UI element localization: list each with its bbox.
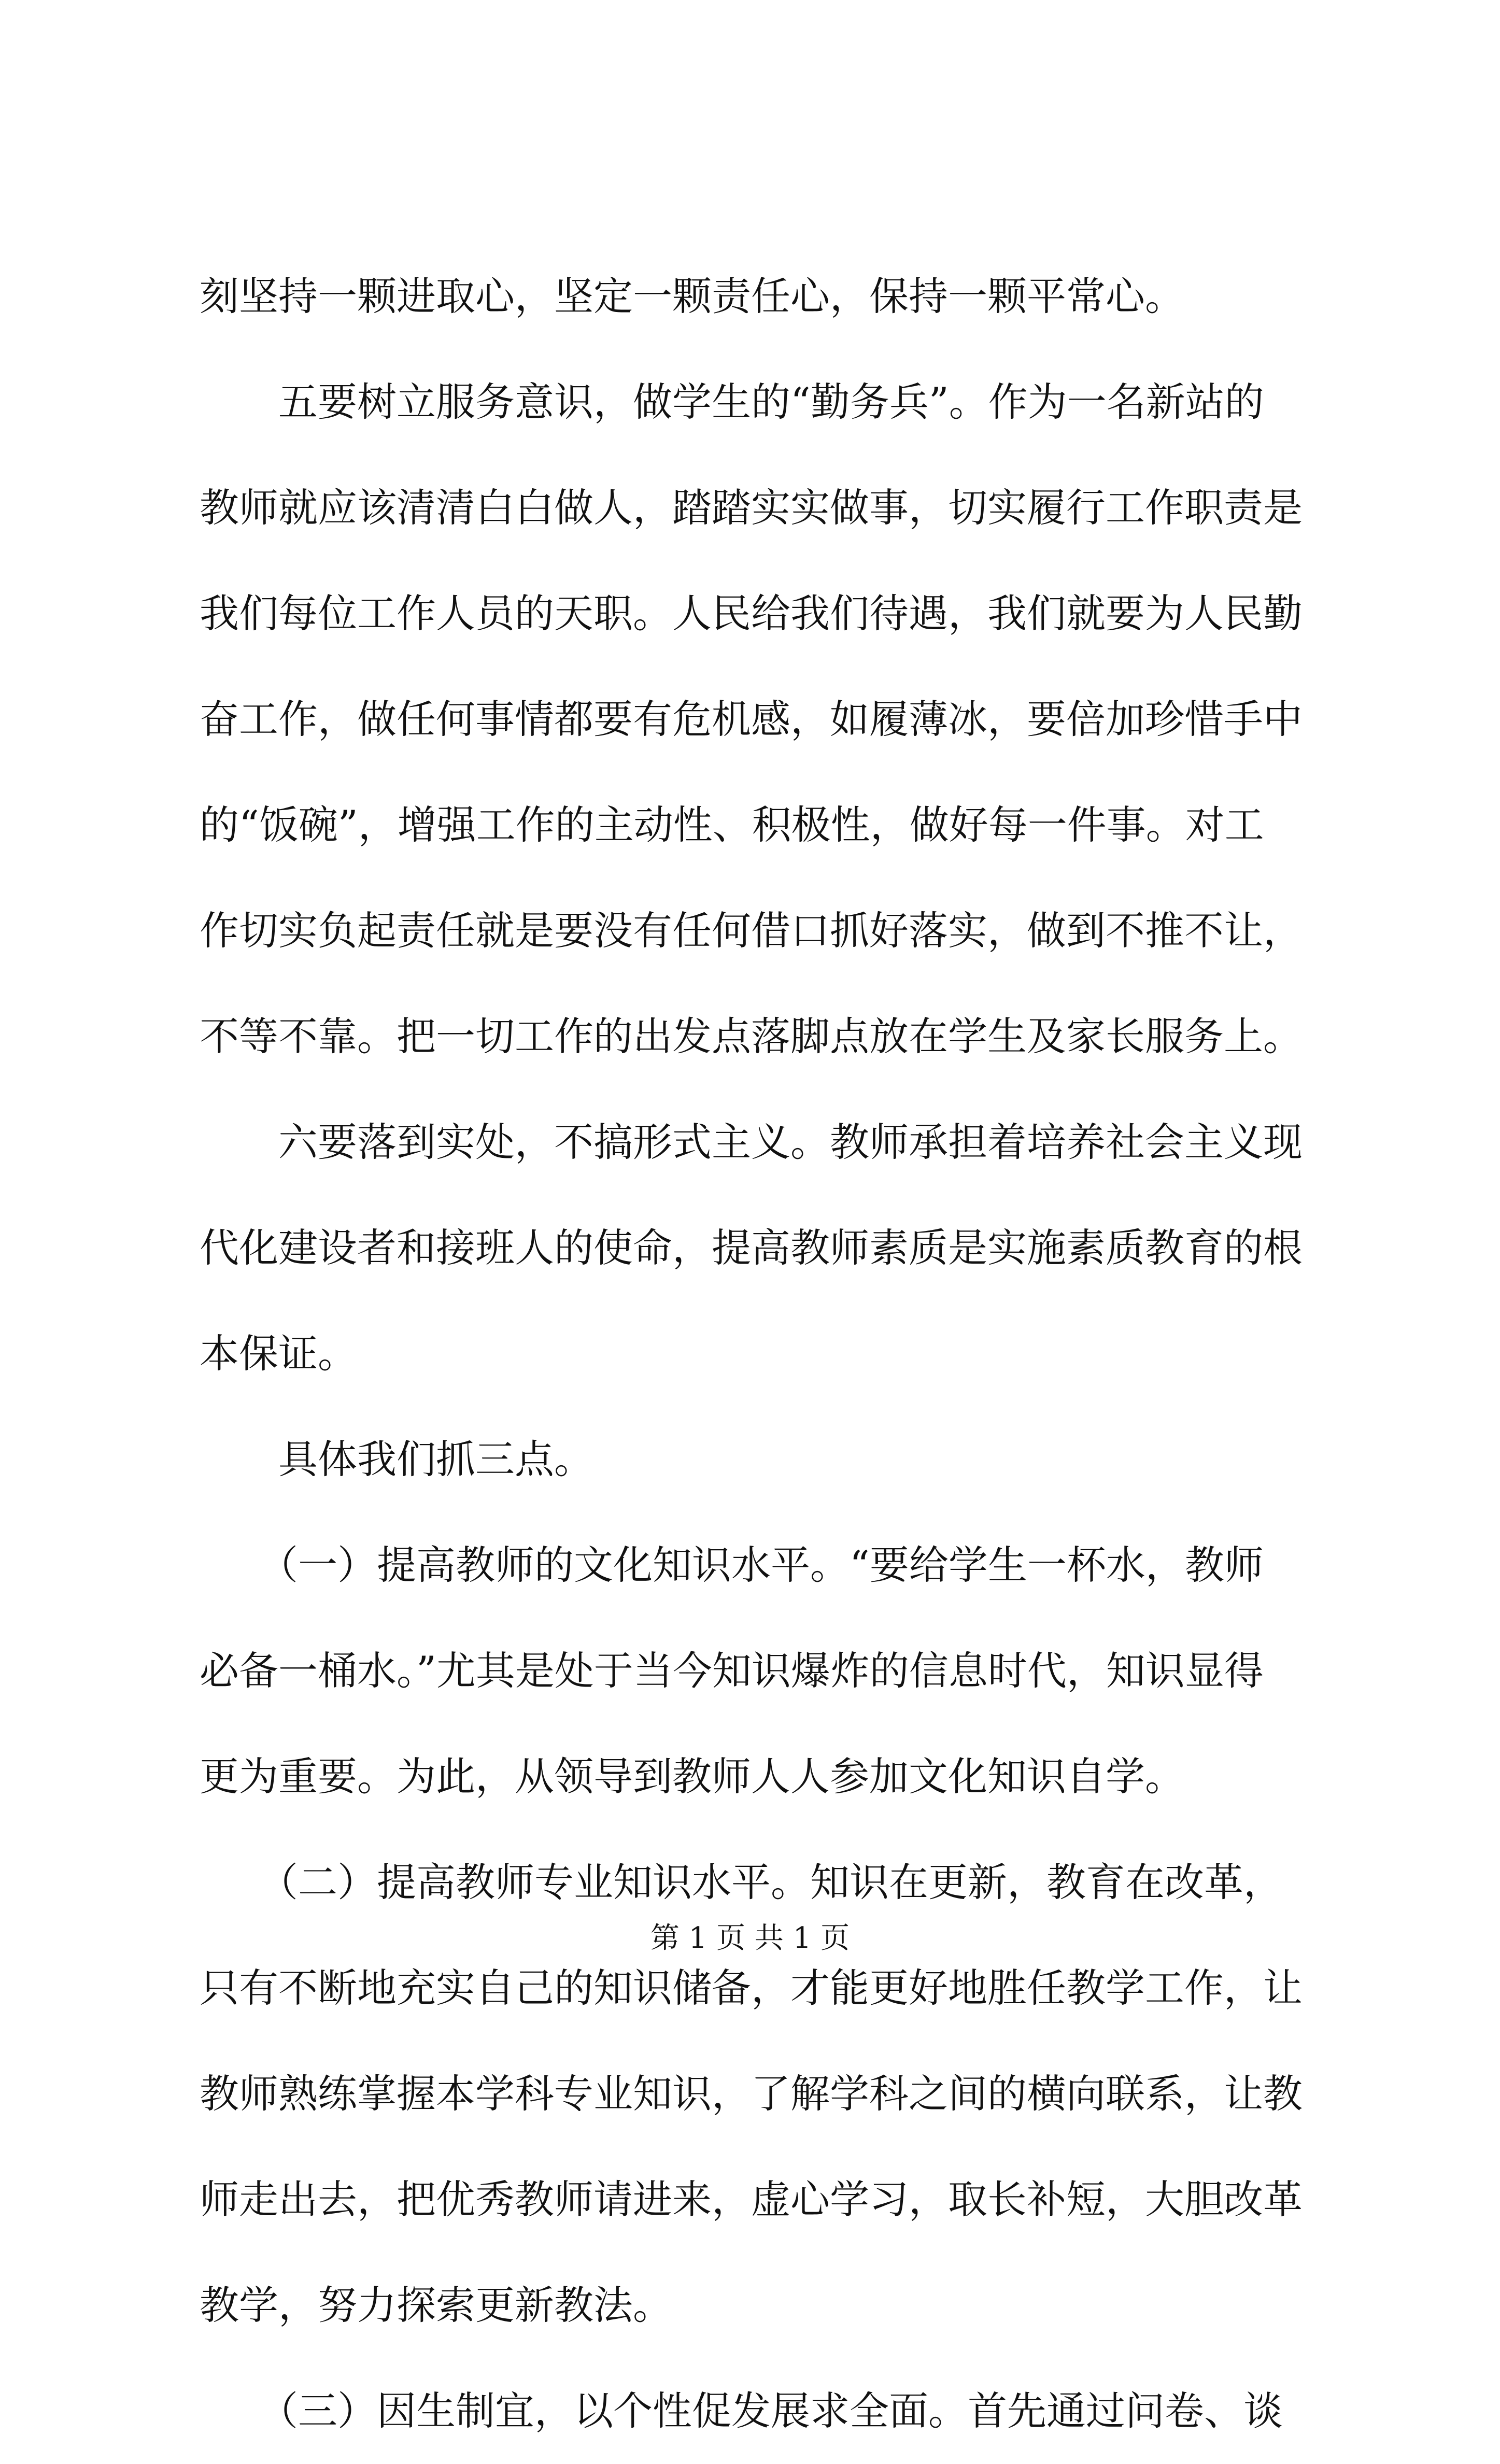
text-line-15: 更为重要。为此，从领导到教师人人参加文化知识自学。: [200, 1753, 1184, 1800]
page-number-label: 第 1 页 共 1 页: [650, 1921, 850, 1955]
text-line-19: 师走出去，把优秀教师请进来，虚心学习，取长补短，大胆改革: [200, 2176, 1303, 2222]
document-body: [200, 244, 1314, 2464]
text-line-5: 奋工作，做任何事情都要有危机感，如履薄冰，要倍加珍惜手中: [200, 696, 1303, 742]
text-line-10: 代化建设者和接班人的使命，提高教师素质是实施素质教育的根: [200, 1225, 1303, 1271]
text-line-16: （二）提高教师专业知识水平。知识在更新，教育在改革，: [200, 1859, 1283, 1905]
text-line-4: 我们每位工作人员的天职。人民给我们待遇，我们就要为人民勤: [200, 590, 1303, 636]
text-line-2: 五要树立服务意识，做学生的“勤务兵”。作为一名新站的: [200, 379, 1264, 425]
text-line-1: 刻坚持一颗进取心，坚定一颗责任心，保持一颗平常心。: [200, 273, 1184, 319]
text-line-8: 不等不靠。把一切工作的出发点落脚点放在学生及家长服务上。: [200, 1013, 1303, 1059]
page-footer: [0, 1918, 1500, 1959]
text-line-9: 六要落到实处，不搞形式主义。教师承担着培养社会主义现: [200, 1119, 1303, 1165]
text-line-20: 教学，努力探索更新教法。: [200, 2282, 672, 2328]
text-line-13: （一）提高教师的文化知识水平。“要给学生一杯水，教师: [200, 1542, 1264, 1588]
text-line-14: 必备一桶水。”尤其是处于当今知识爆炸的信息时代，知识显得: [200, 1648, 1264, 1694]
text-line-3: 教师就应该清清白白做人，踏踏实实做事，切实履行工作职责是: [200, 485, 1303, 531]
text-line-18: 教师熟练掌握本学科专业知识，了解学科之间的横向联系，让教: [200, 2071, 1303, 2117]
text-line-12: 具体我们抓三点。: [200, 1436, 593, 1482]
text-line-6: 的“饭碗”，增强工作的主动性、积极性，做好每一件事。对工: [200, 802, 1264, 848]
text-line-11: 本保证。: [200, 1330, 357, 1377]
text-line-21: （三）因生制宜，以个性促发展求全面。首先通过问卷、谈: [200, 2388, 1283, 2434]
text-line-7: 作切实负起责任就是要没有任何借口抓好落实，做到不推不让，: [200, 908, 1303, 954]
text-line-17: 只有不断地充实自己的知识储备，才能更好地胜任教学工作，让: [200, 1965, 1303, 2011]
